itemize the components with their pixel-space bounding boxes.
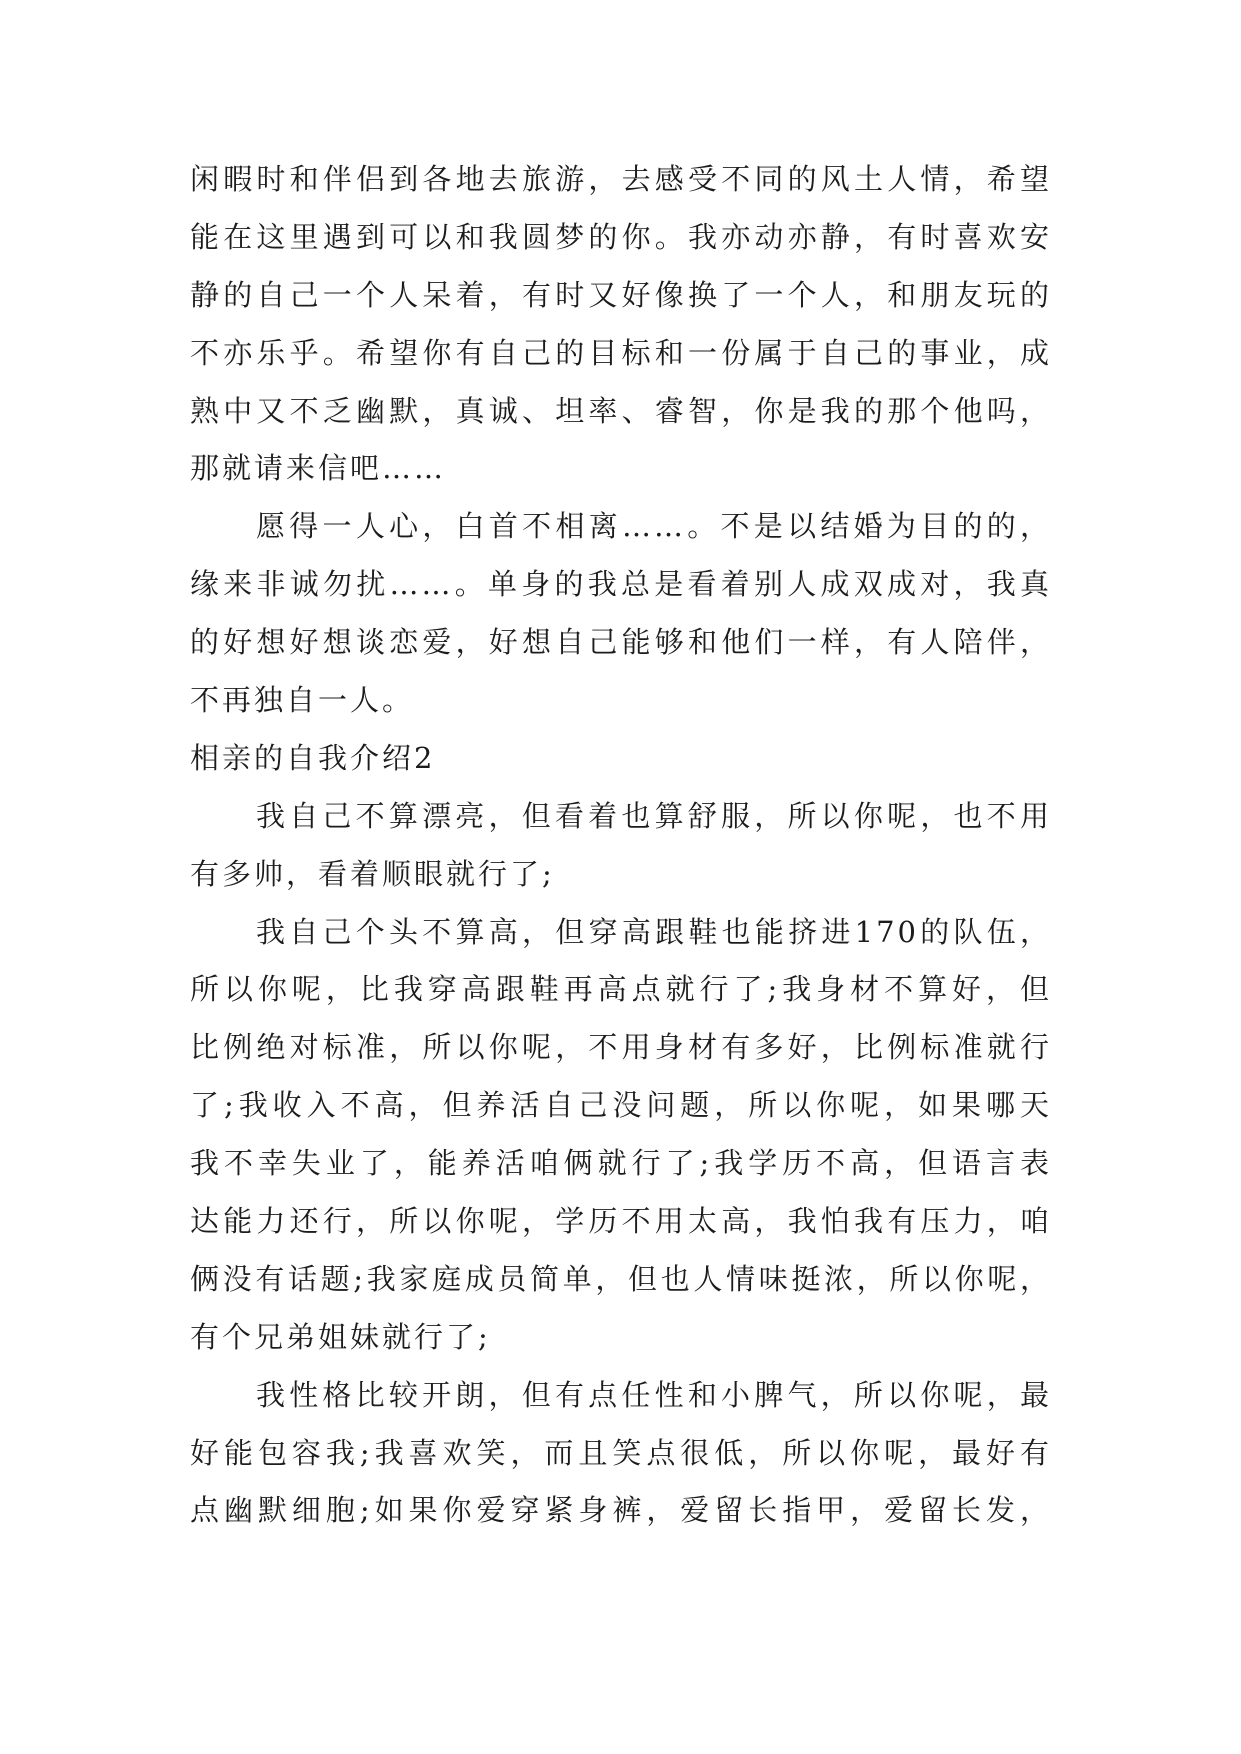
text-line: 我性格比较开朗，但有点任性和小脾气，所以你呢，最 (256, 1377, 1052, 1412)
text-line: 熟中又不乏幽默，真诚、坦率、睿智，你是我的那个他吗， (190, 393, 1052, 428)
text-line: 不亦乐乎。希望你有自己的目标和一份属于自己的事业，成 (190, 335, 1052, 370)
text-line: 那就请来信吧…… (190, 451, 447, 486)
text-line: 我自己个头不算高，但穿高跟鞋也能挤进170的队伍， (256, 914, 1052, 949)
text-line: 能在这里遇到可以和我圆梦的你。我亦动亦静，有时喜欢安 (190, 219, 1052, 254)
text-line: 静的自己一个人呆着，有时又好像换了一个人，和朋友玩的 (190, 277, 1052, 312)
paragraph-continued (190, 151, 1052, 498)
text-line: 不再独自一人。 (190, 683, 415, 718)
text-line: 了;我收入不高，但养活自己没问题，所以你呢，如果哪天 (190, 1088, 1052, 1123)
paragraph (190, 904, 1052, 1367)
document-page (190, 151, 1052, 1540)
text-line: 好能包容我;我喜欢笑，而且笑点很低，所以你呢，最好有 (190, 1435, 1052, 1470)
paragraph (190, 788, 1052, 904)
text-line: 闲暇时和伴侣到各地去旅游，去感受不同的风土人情，希望 (190, 162, 1052, 196)
text-line: 有多帅，看着顺眼就行了; (190, 856, 555, 891)
text-line: 的好想好想谈恋爱，好想自己能够和他们一样，有人陪伴， (190, 625, 1052, 660)
text-line: 比例绝对标准，所以你呢，不用身材有多好，比例标准就行 (190, 1030, 1052, 1065)
text-line: 缘来非诚勿扰……。单身的我总是看着别人成双成对，我真 (190, 567, 1052, 602)
paragraph (190, 498, 1052, 730)
text-line: 达能力还行，所以你呢，学历不用太高，我怕我有压力，咱 (190, 1204, 1052, 1239)
text-line: 愿得一人心，白首不相离……。不是以结婚为目的的， (256, 509, 1052, 544)
paragraph (190, 1367, 1052, 1541)
text-line: 点幽默细胞;如果你爱穿紧身裤，爱留长指甲，爱留长发， (190, 1493, 1052, 1528)
text-line: 所以你呢，比我穿高跟鞋再高点就行了;我身材不算好，但 (190, 972, 1052, 1007)
text-line: 我不幸失业了，能养活咱俩就行了;我学历不高，但语言表 (190, 1146, 1052, 1181)
text-line: 俩没有话题;我家庭成员简单，但也人情味挺浓，所以你呢， (190, 1261, 1052, 1296)
text-line: 有个兄弟姐妹就行了; (190, 1319, 491, 1354)
text-line: 我自己不算漂亮，但看着也算舒服，所以你呢，也不用 (256, 798, 1052, 833)
section-heading: 相亲的自我介绍2 (190, 740, 436, 775)
